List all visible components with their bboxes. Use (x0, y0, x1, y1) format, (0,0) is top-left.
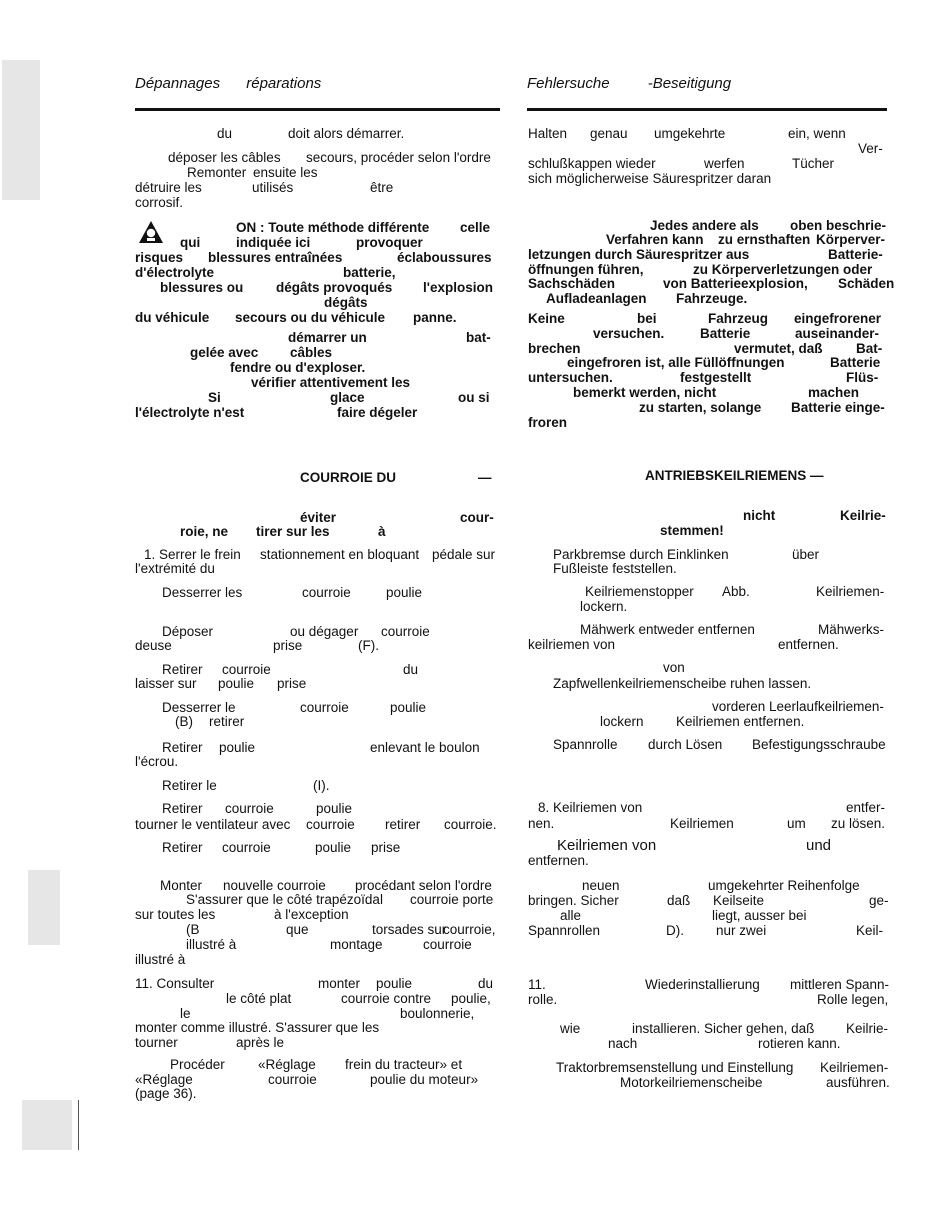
fr-warning-text: secours ou du véhicule (235, 310, 386, 325)
de-warning-text: eingefroren ist, alle Füllöffnungen (567, 355, 785, 370)
de-step-11: rotieren kann. (758, 1036, 841, 1051)
fr-step-10: courroie porte (410, 892, 494, 907)
fr-step-12: courroie (268, 1072, 317, 1087)
de-section-heading: ANTRIEBSKEILRIEMENS — (645, 468, 824, 483)
fr-step-3: courroie (381, 624, 430, 639)
fr-step-10: illustré à (135, 952, 186, 967)
de-step-2: Keilriemenstopper (585, 584, 694, 599)
fr-warning-text: faire dégeler (337, 405, 418, 420)
fr-step-7: (I). (313, 778, 330, 793)
de-step-11: Wiederinstallierung (645, 977, 760, 992)
warning-triangle-icon (138, 220, 164, 244)
de-step-3: Mähwerks- (818, 622, 885, 637)
fr-step-11: monter comme illustré. S'assurer que les (135, 1020, 380, 1035)
de-step-1: Fußleiste feststellen. (553, 561, 677, 576)
de-warning-text: brechen (528, 341, 581, 356)
de-step-6: durch Lösen (648, 737, 723, 752)
de-warning-text: Bat- (856, 341, 883, 356)
fr-warning-text: éclaboussures (397, 250, 492, 265)
fr-text: détruire les (135, 180, 202, 195)
fr-caution-text: éviter (300, 510, 337, 525)
de-step-10: Keil- (856, 923, 884, 938)
de-step-11: 11. (528, 977, 546, 992)
fr-step-2: courroie (302, 585, 351, 600)
fr-step-11: le côté plat (226, 991, 292, 1006)
fr-warning-text: gelée avec (190, 345, 259, 360)
fr-step-12: «Réglage (258, 1057, 316, 1072)
fr-warning-text: fendre ou d'exploser. (230, 360, 366, 375)
header-right (527, 76, 731, 91)
de-text: Ver- (858, 141, 883, 156)
de-step-10: nur zwei (716, 923, 767, 938)
fr-step-4: prise (277, 676, 307, 691)
de-step-2: Abb. (722, 584, 750, 599)
de-step-10: Keilseite (713, 893, 765, 908)
de-warning-text: Batterie einge- (791, 400, 885, 415)
de-step-9: und (806, 837, 832, 854)
fr-warning-text: panne. (413, 310, 457, 325)
fr-step-2: poulie (386, 585, 423, 600)
de-warning-text: oben beschrie- (790, 218, 887, 233)
fr-step-10: courroie, (443, 922, 496, 937)
fr-step-8: tourner le ventilateur avec (135, 817, 291, 832)
de-text: sich möglicherweise Säurespritzer daran (528, 171, 772, 186)
de-step-10: liegt, ausser bei (712, 908, 807, 923)
fr-step-8: retirer (385, 817, 421, 832)
fr-warning-text: ou si (458, 390, 490, 405)
fr-step-3: Déposer (162, 624, 214, 639)
fr-warning-text: glace (330, 390, 365, 405)
de-step-11: Rolle legen, (817, 992, 889, 1007)
de-step-10: D). (666, 923, 684, 938)
fr-text: être (370, 180, 394, 195)
fr-text: du (217, 126, 233, 141)
scan-artifact-middle (28, 870, 60, 945)
header-left-part-1: Dépannages (135, 75, 221, 92)
fr-step-8: poulie (316, 801, 353, 816)
de-warning-text: eingefrorener (794, 311, 882, 326)
de-step-3: Mähwerk entweder entfernen (580, 622, 755, 637)
fr-step-11: poulie (376, 976, 413, 991)
fr-warning-text: celle (460, 220, 491, 235)
de-text: ein, wenn (788, 126, 846, 141)
fr-step-10: (B (186, 922, 200, 937)
fr-text: déposer les câbles (168, 150, 281, 165)
de-warning-text: vermutet, daß (734, 341, 823, 356)
fr-step-5: retirer (209, 714, 245, 729)
fr-text: secours, procéder selon l'ordre (306, 150, 491, 165)
de-warning-text: bemerkt werden, nicht (573, 385, 717, 400)
fr-step-11: après le (236, 1035, 285, 1050)
fr-step-3: prise (273, 638, 303, 653)
de-step-2: lockern. (580, 599, 628, 614)
de-text: genau (590, 126, 628, 141)
de-warning-text: Fahrzeug (708, 311, 769, 326)
de-warning-text: Batterie (830, 355, 881, 370)
de-warning-text: Aufladeanlagen (546, 291, 647, 306)
fr-step-8: courroie (225, 801, 274, 816)
fr-warning-text: Si (208, 390, 221, 405)
de-step-11: installieren. Sicher gehen, daß (632, 1021, 815, 1036)
fr-step-9: courroie (222, 840, 271, 855)
fr-step-12: poulie du moteur» (370, 1072, 479, 1087)
fr-text: corrosif. (135, 195, 184, 210)
fr-warning-text: bat- (466, 330, 491, 345)
fr-warning-text: câbles (290, 345, 333, 360)
de-warning-text: Flüs- (846, 370, 879, 385)
de-warning-text: bei (637, 311, 657, 326)
fr-step-10: procédant selon l'ordre (355, 878, 492, 893)
header-rule-right (527, 108, 887, 111)
header-right-part-1: Fehlersuche (527, 75, 610, 92)
fr-warning-text: l'explosion (423, 280, 493, 295)
de-step-11: Keilrie- (846, 1021, 889, 1036)
de-step-3: keilriemen von (528, 637, 616, 652)
de-warning-text: festgestellt (680, 370, 752, 385)
fr-step-10: à l'exception (274, 907, 349, 922)
de-step-12: Keilriemen- (820, 1060, 889, 1075)
de-warning-text: Sachschäden (528, 276, 616, 291)
fr-step-5: Desserrer le (162, 700, 236, 715)
fr-step-10: courroie (423, 937, 472, 952)
de-text: schlußkappen wieder (528, 156, 656, 171)
fr-step-10: sur toutes les (135, 907, 216, 922)
de-warning-text: Jedes andere als (650, 218, 759, 233)
fr-warning-text: blessures ou (160, 280, 244, 295)
de-step-11: nach (608, 1036, 638, 1051)
fr-step-8: Retirer (162, 801, 203, 816)
de-warning-text: zu Körperverletzungen oder (693, 262, 873, 277)
de-step-1: über (792, 547, 820, 562)
fr-step-8: courroie (306, 817, 355, 832)
de-step-9: Keilriemen von (557, 837, 657, 854)
fr-step-4: poulie (218, 676, 255, 691)
de-warning-text: Keine (528, 311, 565, 326)
fr-text: Remonter (187, 165, 247, 180)
de-warning-text: machen (808, 385, 860, 400)
fr-step-11: 11. Consulter (135, 976, 215, 991)
de-caution-text: stemmen! (660, 523, 724, 538)
fr-step-11: tourner (135, 1035, 178, 1050)
de-step-10: daß (667, 893, 691, 908)
de-text: werfen (704, 156, 745, 171)
fr-step-12: (page 36). (135, 1086, 197, 1101)
fr-step-2: Desserrer les (162, 585, 243, 600)
fr-step-5: poulie (390, 700, 427, 715)
fr-caution-text: tirer sur les (256, 524, 330, 539)
fr-step-3: deuse (135, 638, 172, 653)
fr-warning-text: indiquée ici (236, 235, 311, 250)
de-warning-text: untersuchen. (528, 370, 613, 385)
fr-step-4: laisser sur (135, 676, 197, 691)
scan-margin-line (78, 1100, 79, 1150)
fr-step-6: poulie (219, 740, 256, 755)
fr-step-10: illustré à (186, 937, 237, 952)
fr-warning-text: du véhicule (135, 310, 210, 325)
fr-step-12: frein du tracteur» et (345, 1057, 463, 1072)
fr-step-12: Procéder (170, 1057, 225, 1072)
fr-step-1: 1. Serrer le frein (144, 547, 241, 562)
de-step-8: zu lösen. (831, 816, 886, 831)
fr-caution-text: à (378, 524, 386, 539)
de-warning-text: öffnungen führen, (528, 262, 644, 277)
de-warning-text: von Batterieexplosion, (663, 276, 808, 291)
fr-warning-text: vérifier attentivement les (251, 375, 411, 390)
fr-step-10: Monter (160, 878, 203, 893)
de-step-8: Keilriemen (670, 816, 734, 831)
de-step-4: Zapfwellenkeilriemenscheibe ruhen lassen. (553, 676, 812, 691)
de-step-11: rolle. (528, 992, 558, 1007)
fr-step-11: poulie, (451, 991, 491, 1006)
fr-step-10: que (286, 922, 309, 937)
de-caution-text: nicht (743, 508, 776, 523)
de-step-10: umgekehrter Reihenfolge (708, 878, 860, 893)
fr-step-11: monter (318, 976, 361, 991)
de-text: Halten (528, 126, 568, 141)
de-step-8: 8. Keilriemen von (538, 800, 643, 815)
de-step-11: mittleren Spann- (790, 977, 890, 992)
de-step-1: Parkbremse durch Einklinken (553, 547, 729, 562)
fr-step-4: courroie (222, 662, 271, 677)
fr-step-5: (B) (175, 714, 193, 729)
fr-warning-text: provoquer (356, 235, 423, 250)
de-step-8: nen. (528, 816, 555, 831)
de-warning-text: letzungen durch Säurespritzer aus (528, 247, 750, 262)
fr-step-10: montage (330, 937, 383, 952)
fr-step-5: courroie (300, 700, 349, 715)
de-step-12: ausführen. (826, 1075, 890, 1090)
scan-artifact-bottom (22, 1100, 72, 1150)
de-step-5: lockern (600, 714, 644, 729)
de-step-11: wie (560, 1021, 581, 1036)
fr-warning-text: dégâts (324, 295, 368, 310)
de-warning-text: zu starten, solange (639, 400, 762, 415)
de-step-8: um (787, 816, 806, 831)
de-step-9: entfernen. (528, 853, 589, 868)
fr-warning-text: qui (180, 235, 201, 250)
fr-step-11: boulonnerie, (400, 1006, 475, 1021)
fr-step-6: l'écrou. (135, 754, 179, 769)
fr-step-9: Retirer (162, 840, 203, 855)
fr-warning-text: batterie, (343, 265, 396, 280)
header-rule-left (135, 108, 500, 111)
fr-step-3: (F). (358, 638, 379, 653)
fr-warning-text: démarrer un (288, 330, 367, 345)
scan-artifact-top (2, 60, 40, 200)
fr-step-7: Retirer le (162, 778, 217, 793)
header-right-part-2: -Beseitigung (647, 75, 732, 92)
fr-step-11: courroie contre (341, 991, 432, 1006)
fr-step-9: poulie (315, 840, 352, 855)
fr-warning-text: ON : Toute méthode différente (236, 220, 430, 235)
de-step-3: entfernen. (778, 637, 839, 652)
de-step-5: Keilriemen entfernen. (676, 714, 805, 729)
de-step-10: bringen. Sicher (528, 893, 619, 908)
fr-warning-text: d'électrolyte (135, 265, 214, 280)
de-warning-text: Batterie (700, 326, 751, 341)
fr-step-1: l'extrémité du (135, 561, 215, 576)
de-step-12: Motorkeilriemenscheibe (620, 1075, 763, 1090)
fr-step-6: enlevant le boulon (370, 740, 480, 755)
fr-text: ensuite les (253, 165, 318, 180)
fr-warning-text: dégâts provoqués (276, 280, 393, 295)
de-warning-text: auseinander- (795, 326, 880, 341)
de-warning-text: Batterie- (828, 247, 883, 262)
de-warning-text: zu ernsthaften (718, 232, 811, 247)
fr-warning-text: blessures entraînées (208, 250, 343, 265)
fr-step-10: S'assurer que le côté trapézoïdal (186, 892, 383, 907)
de-text: umgekehrte (654, 126, 726, 141)
fr-step-4: du (403, 662, 419, 677)
fr-step-4: Retirer (162, 662, 203, 677)
de-text: Tücher (792, 156, 835, 171)
de-step-12: Traktorbremsenstellung und Einstellung (556, 1060, 794, 1075)
fr-text: utilisés (252, 180, 294, 195)
fr-step-9: prise (371, 840, 401, 855)
de-step-4: von (663, 660, 685, 675)
fr-step-11: le (180, 1006, 191, 1021)
fr-step-8: courroie. (444, 817, 497, 832)
de-step-10: neuen (582, 878, 620, 893)
fr-step-10: torsades sur (372, 922, 447, 937)
fr-caution-text: cour- (460, 510, 494, 525)
de-warning-text: Verfahren kann (606, 232, 704, 247)
fr-step-1: pédale sur (432, 547, 496, 562)
fr-warning-text: risques (135, 250, 184, 265)
de-step-10: ge- (869, 893, 889, 908)
de-step-10: alle (560, 908, 582, 923)
de-step-10: Spannrollen (528, 923, 601, 938)
fr-step-1: stationnement en bloquant (260, 547, 420, 562)
fr-step-10: nouvelle courroie (223, 878, 326, 893)
fr-warning-text: l'électrolyte n'est (135, 405, 245, 420)
de-warning-text: froren (528, 415, 568, 430)
fr-step-6: Retirer (162, 740, 203, 755)
fr-section-heading: COURROIE DU (300, 470, 397, 485)
fr-step-3: ou dégager (290, 624, 359, 639)
de-step-6: Spannrolle (553, 737, 618, 752)
header-left-part-2: réparations (246, 75, 322, 92)
de-warning-text: Fahrzeuge. (676, 291, 748, 306)
fr-section-heading-dash: — (478, 470, 492, 485)
header-left (135, 76, 321, 91)
de-warning-text: versuchen. (593, 326, 665, 341)
fr-step-11: du (478, 976, 494, 991)
de-warning-text: Schäden (838, 276, 895, 291)
de-step-5: vorderen Leerlaufkeilriemen- (712, 699, 884, 714)
de-step-8: entfer- (846, 800, 886, 815)
fr-text: doit alors démarrer. (288, 126, 405, 141)
de-caution-text: Keilrie- (840, 508, 886, 523)
de-step-6: Befestigungsschraube (752, 737, 886, 752)
fr-caution-text: roie, ne (180, 524, 229, 539)
de-warning-text: Körperver- (816, 232, 886, 247)
fr-step-12: «Réglage (135, 1072, 193, 1087)
de-step-2: Keilriemen- (816, 584, 885, 599)
